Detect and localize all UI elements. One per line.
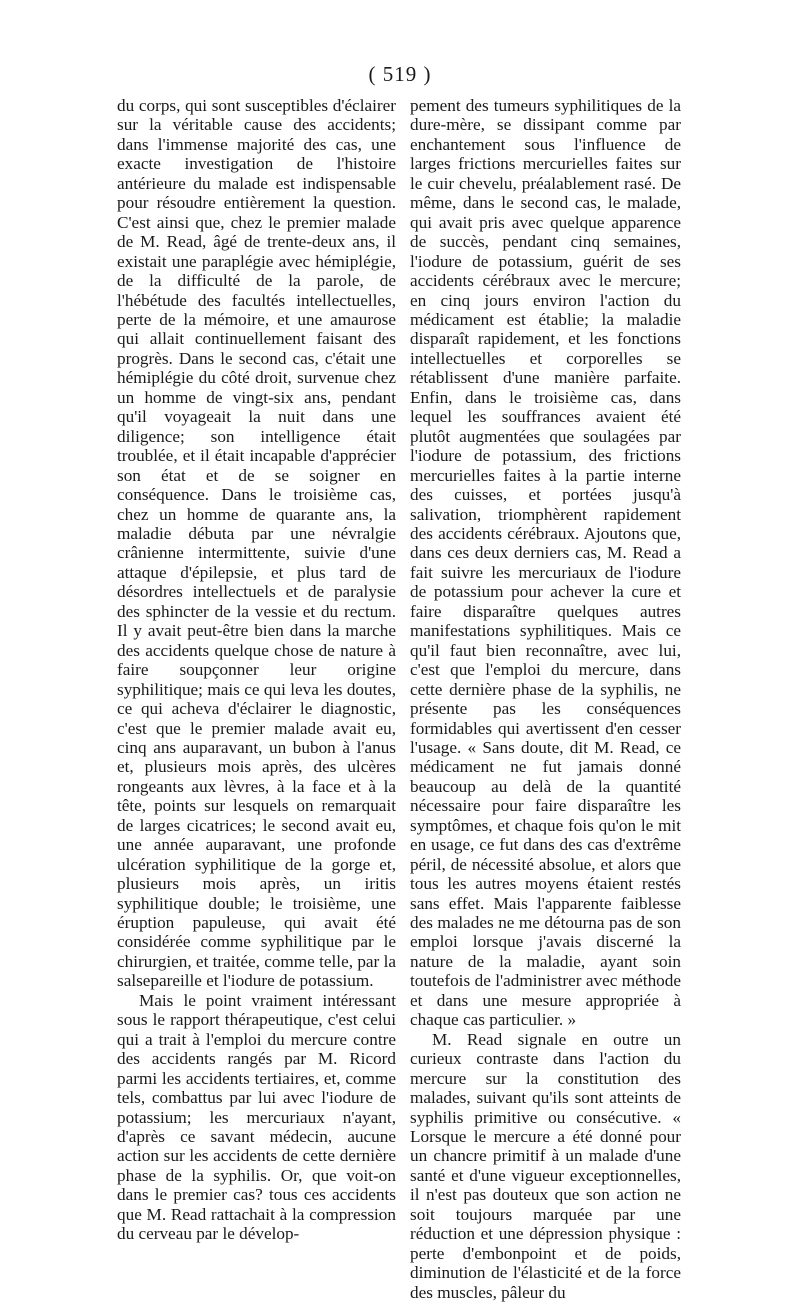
page-number: ( 519 ): [368, 62, 432, 86]
paragraph: M. Read signale en outre un curieux contraste dans l'action du mercure sur la constitution des malades, suivant qu'ils sont atteints de syphilis primitive ou consécutive. « Lorsque le mercure a été donné pour un chancre primitif à un malade d'une santé et d'une vigueur exceptionnelles, il n'est pas douteux que son action ne soit toujours marquée par une réduction et une dépression physique : perte d'embonpoint et de poids, diminution de l'élasticité et de la force des muscles, pâleur du: [410, 1029, 681, 1302]
right-column: [410, 96, 681, 1302]
paragraph: Mais le point vraiment intéressant sous le rapport thérapeutique, c'est celui qui a trait à l'emploi du mercure contre des accidents rangés par M. Ricord parmi les accidents tertiaires, et, comme tels, combattus par lui avec l'iodure de potassium; les mercuriaux n'ayant, d'après ce savant médecin, aucune action sur les accidents de cette dernière phase de la syphilis. Or, que voit-on dans le premier cas? tous ces accidents que M. Read rattachait à la compression du cerveau par le dévelop-: [117, 990, 396, 1244]
paragraph: pement des tumeurs syphilitiques de la dure-mère, se dissipant comme par enchantement sous l'influence de larges frictions mercurielles faites sur le cuir chevelu, préalablement rasé. De même, dans le second cas, le malade, qui avait pris avec quelque apparence de succès, pendant cinq semaines, l'iodure de potassium, guérit de ses accidents cérébraux avec le mercure; en cinq jours environ l'action du médicament est établie; la maladie disparaît rapidement, et les fonctions intellectuelles et corporelles se rétablissent d'une manière parfaite. Enfin, dans le troisième cas, dans lequel les souffrances avaient été plutôt augmentées que soulagées par l'iodure de potassium, des frictions mercurielles faites à la partie interne des cuisses, et portées jusqu'à salivation, triomphèrent rapidement des accidents cérébraux. Ajoutons que, dans ces deux derniers cas, M. Read a fait suivre les mercuriaux de l'iodure de potassium pour achever la cure et faire disparaître quelques autres manifestations syphilitiques. Mais ce qu'il faut bien reconnaître, avec lui, c'est que l'emploi du mercure, dans cette dernière phase de la syphilis, ne présente pas les conséquences formidables qui avertissent d'en cesser l'usage. « Sans doute, dit M. Read, ce médicament ne fut jamais donné beaucoup au delà de la quantité nécessaire pour faire disparaître les symptômes, et chaque fois qu'on le mit en usage, ce fut dans des cas d'extrême péril, de nécessité absolue, et alors que tous les autres moyens étaient restés sans effet. Mais l'apparente faiblesse des malades ne me détourna pas de son emploi lorsque j'avais discerné la nature de la maladie, ayant soin toutefois de l'administrer avec méthode et dans une mesure appropriée à chaque cas particulier. »: [410, 96, 681, 1030]
left-column: [117, 96, 396, 1244]
paragraph: du corps, qui sont susceptibles d'éclairer sur la véritable cause des accidents; dans l'immense majorité des cas, une exacte investigation de l'histoire antérieure du malade est indispensable pour résoudre entièrement la question. C'est ainsi que, chez le premier malade de M. Read, âgé de trente-deux ans, il existait une paraplégie avec hémiplégie, de la difficulté de la parole, de l'hébétude des facultés intellectuelles, perte de la mémoire, et une amaurose qui allait continuellement faisant des progrès. Dans le second cas, c'était une hémiplégie du côté droit, survenue chez un homme de vingt-six ans, pendant qu'il voyageait la nuit dans une diligence; son intelligence était troublée, et il était incapable d'apprécier son état et de se soigner en conséquence. Dans le troisième cas, chez un homme de quarante ans, la maladie débuta par une névralgie crânienne intermittente, suivie d'une attaque d'épilepsie, et plus tard de désordres intellectuels et de paralysie des sphincter de la vessie et du rectum. Il y avait peut-être bien dans la marche des accidents quelque chose de nature à faire soupçonner leur origine syphilitique; mais ce qui leva les doutes, ce qui acheva d'éclairer le diagnostic, c'est que le premier malade avait eu, cinq ans auparavant, un bubon à l'anus et, plusieurs mois après, des ulcères rongeants aux lèvres, à la face et à la tête, points sur lesquels on remarquait de larges cicatrices; le second avait eu, une année auparavant, une profonde ulcération syphilitique de la gorge et, plusieurs mois après, un iritis syphilitique double; le troisième, une éruption papuleuse, qui avait été considérée comme syphilitique par le chirurgien, et traitée, comme telle, par la salsepareille et l'iodure de potassium.: [117, 96, 396, 991]
